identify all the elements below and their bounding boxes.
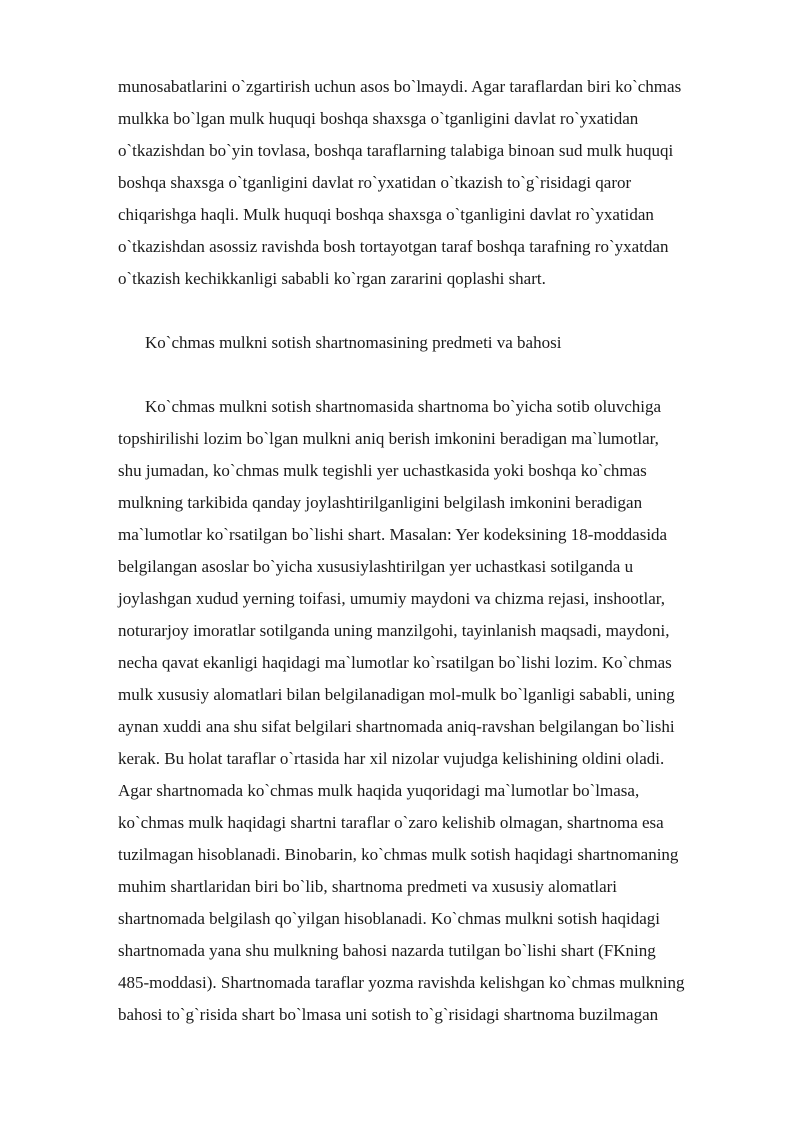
paragraph-line: o`tkazishdan bo`yin tovlasa, boshqa taraflarning talabiga binoan sud mulk huquqi xyxy=(118,141,674,160)
paragraph-line: tuzilmagan hisoblanadi. Binobarin, ko`chmas mulk sotish haqidagi shartnomaning xyxy=(118,845,679,864)
paragraph-line: topshirilishi lozim bo`lgan mulkni aniq berish imkonini beradigan ma`lumotlar, xyxy=(118,429,659,448)
paragraph-line: mulkning tarkibida qanday joylashtirilganligini belgilash imkonini beradigan xyxy=(118,493,643,512)
paragraph-line: aynan xuddi ana shu sifat belgilari shartnomada aniq-ravshan belgilangan bo`lishi xyxy=(118,717,675,736)
paragraph-line: shu jumadan, ko`chmas mulk tegishli yer uchastkasida yoki boshqa ko`chmas xyxy=(118,461,647,480)
paragraph-line: necha qavat ekanligi haqidagi ma`lumotlar ko`rsatilgan bo`lishi lozim. Ko`chmas xyxy=(118,653,672,672)
paragraph-line: boshqa shaxsga o`tganligini davlat ro`yxatidan o`tkazish to`g`risidagi qaror xyxy=(118,173,632,192)
section-heading: Ko`chmas mulkni sotish shartnomasining predmeti va bahosi xyxy=(145,333,562,352)
paragraph-line: mulk xususiy alomatlari bilan belgilanadigan mol-mulk bo`lganligi sababli, uning xyxy=(118,685,675,704)
paragraph-line: ko`chmas mulk haqidagi shartni taraflar o`zaro kelishib olmagan, shartnoma esa xyxy=(118,813,664,832)
paragraph-line: o`tkazishdan asossiz ravishda bosh tortayotgan taraf boshqa tarafning ro`yxatdan xyxy=(118,237,669,256)
paragraph-line: munosabatlarini o`zgartirish uchun asos bo`lmaydi. Agar taraflardan biri ko`chmas xyxy=(118,77,682,96)
paragraph-line: shartnomada yana shu mulkning bahosi nazarda tutilgan bo`lishi shart (FKning xyxy=(118,941,656,960)
paragraph-line: 485-moddasi). Shartnomada taraflar yozma ravishda kelishgan ko`chmas mulkning xyxy=(118,973,685,992)
paragraph-line: ma`lumotlar ko`rsatilgan bo`lishi shart. Masalan: Yer kodeksining 18-moddasida xyxy=(118,525,668,544)
paragraph-line: noturarjoy imoratlar sotilganda uning manzilgohi, tayinlanish maqsadi, maydoni, xyxy=(118,621,670,640)
paragraph-line: o`tkazish kechikkanligi sababli ko`rgan zararini qoplashi shart. xyxy=(118,269,546,288)
paragraph-line: Ko`chmas mulkni sotish shartnomasida shartnoma bo`yicha sotib oluvchiga xyxy=(145,397,662,416)
paragraph-line: joylashgan xudud yerning toifasi, umumiy maydoni va chizma rejasi, inshootlar, xyxy=(118,589,665,608)
paragraph-line: kerak. Bu holat taraflar o`rtasida har xil nizolar vujudga kelishining oldini oladi. xyxy=(118,749,665,768)
paragraph-line: muhim shartlaridan biri bo`lib, shartnoma predmeti va xususiy alomatlari xyxy=(118,877,618,896)
paragraph-line: bahosi to`g`risida shart bo`lmasa uni sotish to`g`risidagi shartnoma buzilmagan xyxy=(118,1005,659,1024)
paragraph-line: Agar shartnomada ko`chmas mulk haqida yuqoridagi ma`lumotlar bo`lmasa, xyxy=(118,781,640,800)
paragraph-line: shartnomada belgilash qo`yilgan hisoblanadi. Ko`chmas mulkni sotish haqidagi xyxy=(118,909,661,928)
paragraph-line: mulkka bo`lgan mulk huquqi boshqa shaxsga o`tganligini davlat ro`yxatidan xyxy=(118,109,639,128)
paragraph-line: chiqarishga haqli. Mulk huquqi boshqa shaxsga o`tganligini davlat ro`yxatidan xyxy=(118,205,654,224)
paragraph-line: belgilangan asoslar bo`yicha xususiylashtirilgan yer uchastkasi sotilganda u xyxy=(118,557,634,576)
